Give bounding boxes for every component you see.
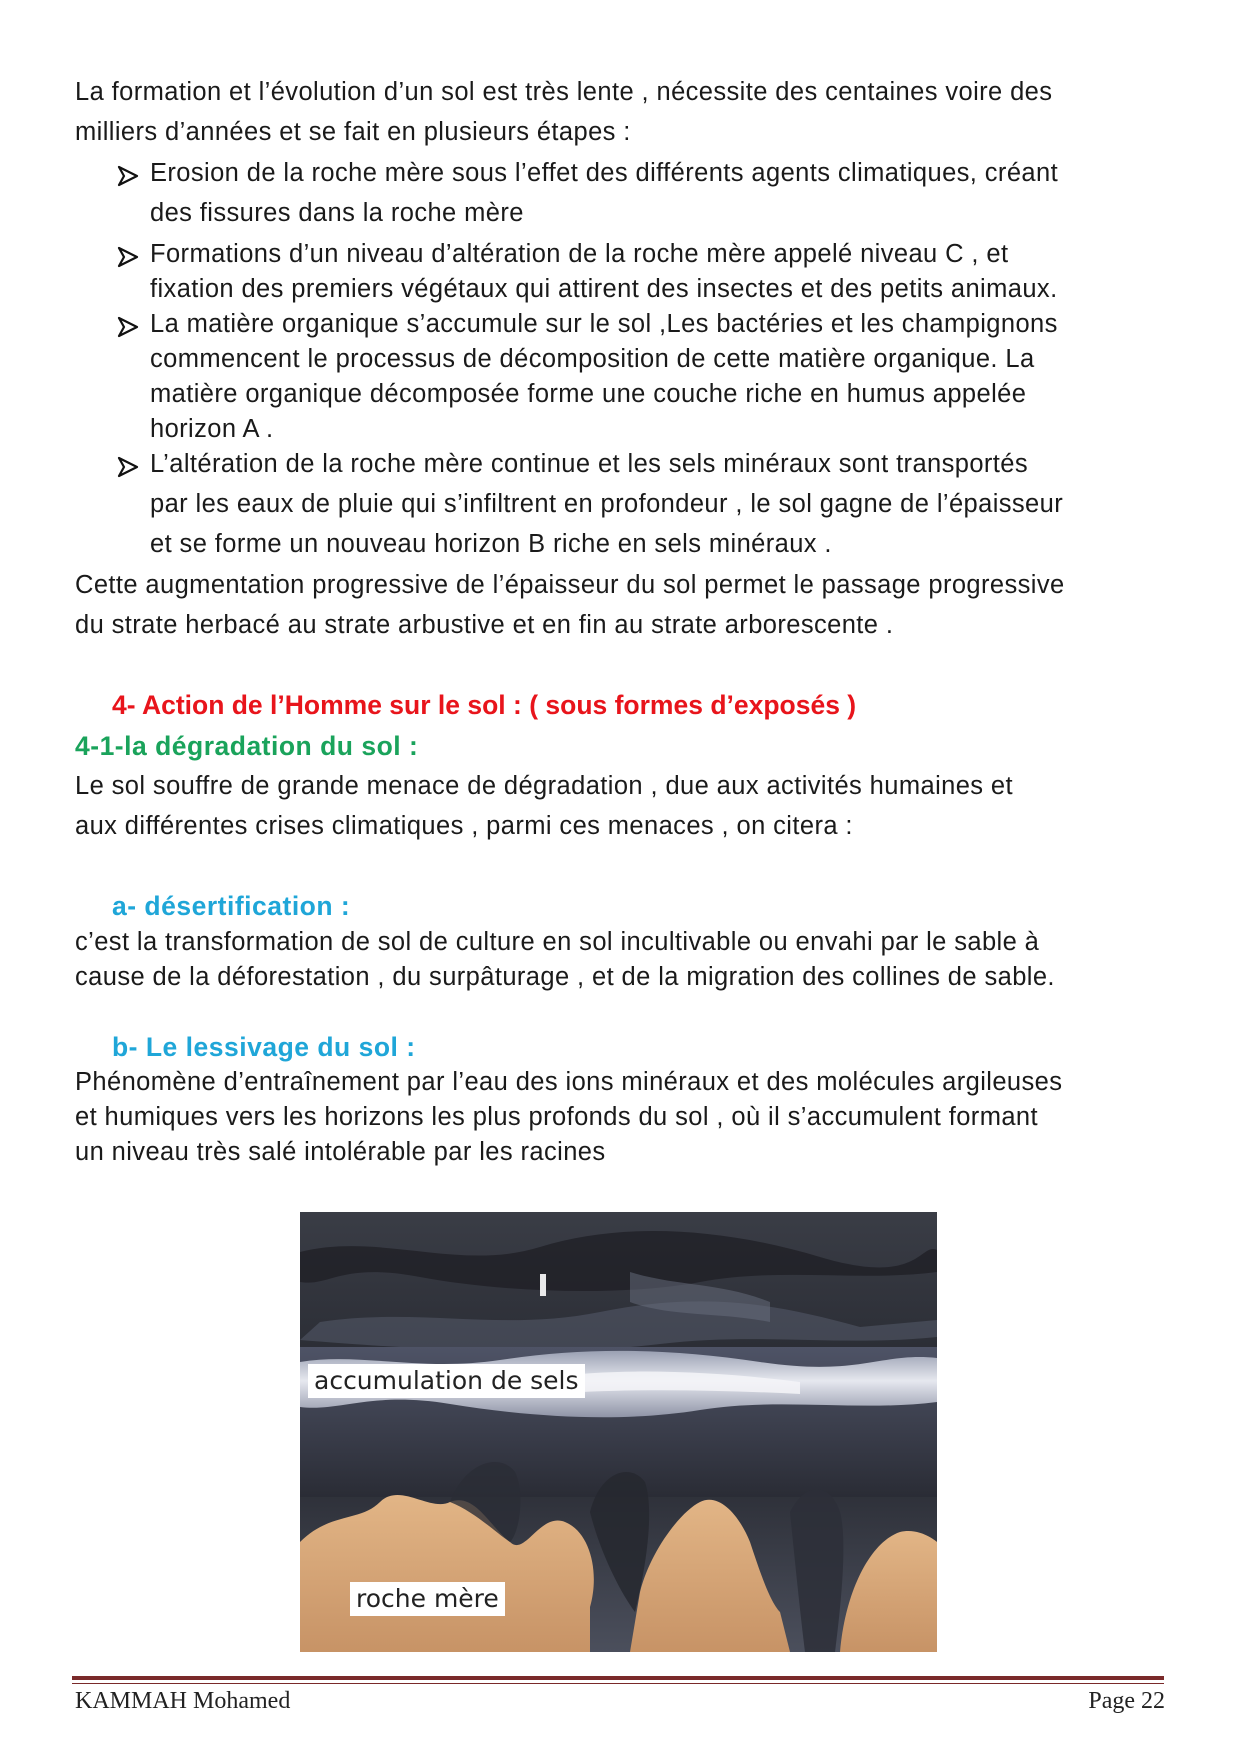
parent-rock-label: roche mère	[350, 1582, 505, 1616]
bullet-3-line-2: commencent le processus de décomposition de cette matière organique. La	[150, 345, 1035, 373]
bullet-1-line-2: des fissures dans la roche mère	[150, 199, 524, 227]
bullet-2-line-2: fixation des premiers végétaux qui attirent des insectes et des petits animaux.	[150, 275, 1058, 303]
arrow-bullet-icon	[117, 456, 139, 478]
arrow-bullet-icon	[117, 165, 139, 187]
section-4-heading: 4- Action de l’Homme sur le sol : ( sous formes d’exposés )	[112, 690, 857, 720]
bullet-3-line-1: La matière organique s’accumule sur le sol ,Les bactéries et les champignons	[150, 310, 1058, 338]
footer-author: KAMMAH Mohamed	[75, 1688, 291, 1714]
horizon-marker-glyph	[540, 1274, 546, 1296]
section-b-line-3: un niveau très salé intolérable par les racines	[75, 1138, 606, 1166]
conclusion-line-1: Cette augmentation progressive de l’épaisseur du sol permet le passage progressive	[75, 571, 1065, 599]
bullet-3-line-4: horizon A .	[150, 415, 274, 443]
bullet-2-line-1: Formations d’un niveau d’altération de la roche mère appelé niveau C , et	[150, 240, 1009, 268]
bullet-4-line-2: par les eaux de pluie qui s’infiltrent en profondeur , le sol gagne de l’épaisseur	[150, 490, 1064, 518]
bullet-1-line-1: Erosion de la roche mère sous l’effet des différents agents climatiques, créant	[150, 159, 1059, 187]
section-a-line-2: cause de la déforestation , du surpâturage , et de la migration des collines de sable.	[75, 963, 1055, 991]
arrow-bullet-icon	[117, 316, 139, 338]
footer-page-number: Page 22	[1088, 1688, 1165, 1714]
soil-profile-photo	[300, 1212, 937, 1652]
arrow-bullet-icon	[117, 246, 139, 268]
section-b-line-1: Phénomène d’entraînement par l’eau des ions minéraux et des molécules argileuses	[75, 1068, 1063, 1096]
conclusion-line-2: du strate herbacé au strate arbustive et en fin au strate arborescente .	[75, 611, 894, 639]
intro-line-1: La formation et l’évolution d’un sol est très lente , nécessite des centaines voire des	[75, 78, 1053, 106]
section-4-1-line-1: Le sol souffre de grande menace de dégradation , due aux activités humaines et	[75, 772, 1013, 800]
section-b-line-2: et humiques vers les horizons les plus profonds du sol , où il s’accumulent formant	[75, 1103, 1038, 1131]
section-a-heading: a- désertification :	[112, 891, 351, 921]
section-b-heading: b- Le lessivage du sol :	[112, 1032, 416, 1062]
section-4-1-heading: 4-1-la dégradation du sol :	[75, 731, 419, 761]
bullet-4-line-3: et se forme un nouveau horizon B riche en sels minéraux .	[150, 530, 832, 558]
intro-line-2: milliers d’années et se fait en plusieurs étapes :	[75, 118, 631, 146]
footer-rule-thin	[72, 1683, 1164, 1684]
bullet-3-line-3: matière organique décomposée forme une couche riche en humus appelée	[150, 380, 1027, 408]
footer-rule-thick	[72, 1676, 1164, 1680]
bullet-4-line-1: L’altération de la roche mère continue et les sels minéraux sont transportés	[150, 450, 1029, 478]
section-4-1-line-2: aux différentes crises climatiques , parmi ces menaces , on citera :	[75, 812, 853, 840]
section-a-line-1: c’est la transformation de sol de culture en sol incultivable ou envahi par le sable à	[75, 928, 1040, 956]
salt-accumulation-label: accumulation de sels	[308, 1364, 585, 1398]
